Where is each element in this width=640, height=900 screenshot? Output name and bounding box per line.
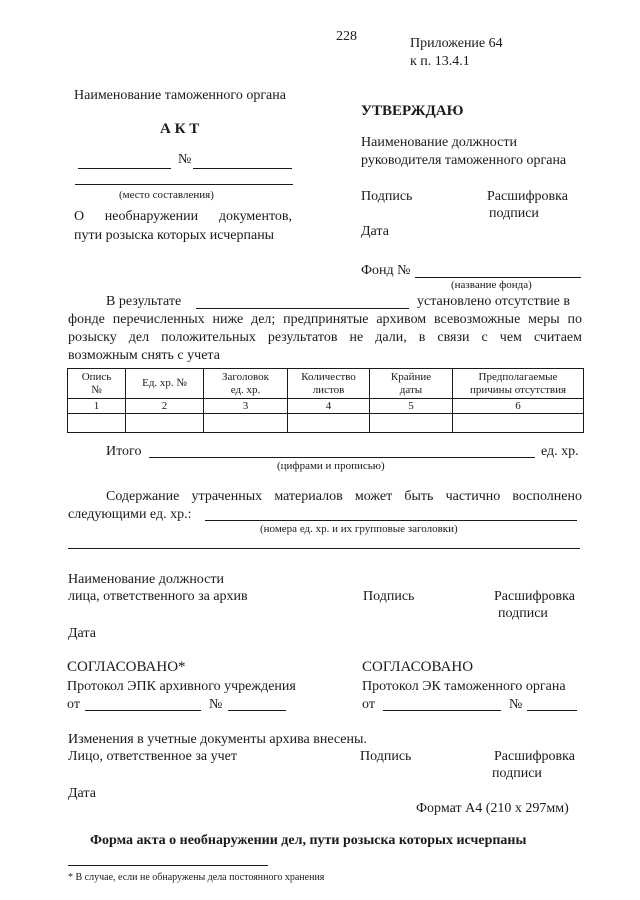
agreed-right-date-line: [383, 710, 501, 711]
total-line: [149, 457, 535, 458]
footnote-separator: [68, 865, 268, 866]
accounting-date-label: Дата: [68, 786, 96, 801]
agreed-left-heading: СОГЛАСОВАНО*: [67, 659, 186, 675]
agreed-right-number-sign: №: [509, 697, 523, 712]
footnote: * В случае, если не обнаружены дела постоянного хранения: [68, 872, 325, 883]
agreed-left-number-line: [228, 710, 286, 711]
agreed-left-protocol: Протокол ЭПК архивного учреждения: [67, 679, 296, 694]
approve-heading: УТВЕРЖДАЮ: [361, 103, 464, 119]
page-number: 228: [336, 29, 357, 44]
total-label: Итого: [106, 444, 142, 459]
approver-date-label: Дата: [361, 224, 389, 239]
table-number-cell: 1: [68, 399, 126, 414]
agreed-left-number-sign: №: [209, 697, 223, 712]
table-cell: [288, 414, 370, 433]
body-line-2: фонде перечисленных ниже дел; предпринятые архивом всевозможные меры по: [68, 312, 582, 327]
approver-decoding-line-2: подписи: [489, 206, 539, 221]
act-number-line: [193, 168, 292, 169]
act-subject-line-2: пути розыска которых исчерпаны: [74, 228, 275, 243]
table-number-cell: 5: [370, 399, 453, 414]
agreed-right-heading: СОГЛАСОВАНО: [362, 659, 474, 675]
agreed-right-protocol: Протокол ЭК таможенного органа: [362, 679, 566, 694]
contents-line-1: Содержание утраченных материалов может быть частично восполнено: [106, 489, 582, 504]
accounting-person-label: Лицо, ответственное за учет: [68, 749, 238, 764]
table-header-row: [68, 369, 584, 399]
agreed-left-date-line: [85, 710, 201, 711]
appendix-line-2: к п. 13.4.1: [410, 54, 470, 69]
table-empty-row: [68, 414, 584, 433]
approver-position-line-1: Наименование должности: [361, 135, 517, 150]
table-number-cell: 4: [288, 399, 370, 414]
table-header-cell: Предполагаемые причины отсутствия: [453, 369, 584, 399]
agreed-right-number-line: [527, 710, 577, 711]
format-note: Формат А4 (210 х 297мм): [416, 801, 569, 816]
agreed-left-from: от: [67, 697, 80, 712]
responsible-signature-label: Подпись: [363, 589, 415, 604]
place-line: [75, 184, 293, 185]
accounting-decoding-line-1: Расшифровка: [494, 749, 575, 764]
fond-caption: (название фонда): [451, 279, 532, 291]
table-header-cell: Опись №: [68, 369, 126, 399]
contents-line-2-blank: [205, 520, 577, 521]
org-name-label: Наименование таможенного органа: [74, 88, 286, 103]
body-line-3: розыску дел положительных результатов не дали, в связи с чем считаем: [68, 330, 582, 345]
form-title: Форма акта о необнаружении дел, пути розыска которых исчерпаны: [90, 833, 527, 848]
table-cell: [68, 414, 126, 433]
body-line-1-end: установлено отсутствие в: [417, 294, 571, 309]
table-cell: [204, 414, 288, 433]
table-cell: [370, 414, 453, 433]
body-line-4: возможным снять с учета: [68, 348, 220, 363]
body-line-1-blank: [196, 308, 409, 309]
fond-line: [415, 277, 581, 278]
accounting-decoding-line-2: подписи: [492, 766, 542, 781]
act-number-sign: №: [178, 152, 192, 167]
act-date-line: [78, 168, 171, 169]
act-subject-line-1: О необнаружении документов,: [74, 209, 292, 224]
approver-decoding-line-1: Расшифровка: [487, 189, 568, 204]
table-header-cell: Крайние даты: [370, 369, 453, 399]
responsible-position-line-1: Наименование должности: [68, 572, 224, 587]
contents-line-2: следующими ед. хр.:: [68, 507, 192, 522]
body-line-1-start: В результате: [106, 294, 182, 309]
agreed-right-from: от: [362, 697, 375, 712]
table-number-cell: 2: [126, 399, 204, 414]
appendix-line-1: Приложение 64: [410, 36, 503, 51]
table-header-cell: Заголовок ед. хр.: [204, 369, 288, 399]
act-title: А К Т: [160, 121, 200, 137]
table-header-cell: Ед. хр. №: [126, 369, 204, 399]
responsible-position-line-2: лица, ответственного за архив: [68, 589, 248, 604]
contents-extra-line: [68, 548, 580, 549]
table-cell: [126, 414, 204, 433]
place-caption: (место составления): [119, 189, 214, 201]
table-number-cell: 6: [453, 399, 584, 414]
table-number-cell: 3: [204, 399, 288, 414]
changes-line: Изменения в учетные документы архива внесены.: [68, 732, 367, 747]
table-number-row: [68, 399, 584, 414]
table-cell: [453, 414, 584, 433]
responsible-decoding-line-2: подписи: [498, 606, 548, 621]
fond-label: Фонд №: [361, 263, 411, 278]
accounting-signature-label: Подпись: [360, 749, 412, 764]
contents-caption: (номера ед. хр. и их групповые заголовки): [260, 523, 458, 535]
responsible-date-label: Дата: [68, 626, 96, 641]
approver-signature-label: Подпись: [361, 189, 413, 204]
table-header-cell: Количество листов: [288, 369, 370, 399]
total-unit: ед. хр.: [541, 444, 579, 459]
missing-files-table: [67, 368, 584, 433]
total-caption: (цифрами и прописью): [277, 460, 385, 472]
responsible-decoding-line-1: Расшифровка: [494, 589, 575, 604]
approver-position-line-2: руководителя таможенного органа: [361, 153, 567, 168]
